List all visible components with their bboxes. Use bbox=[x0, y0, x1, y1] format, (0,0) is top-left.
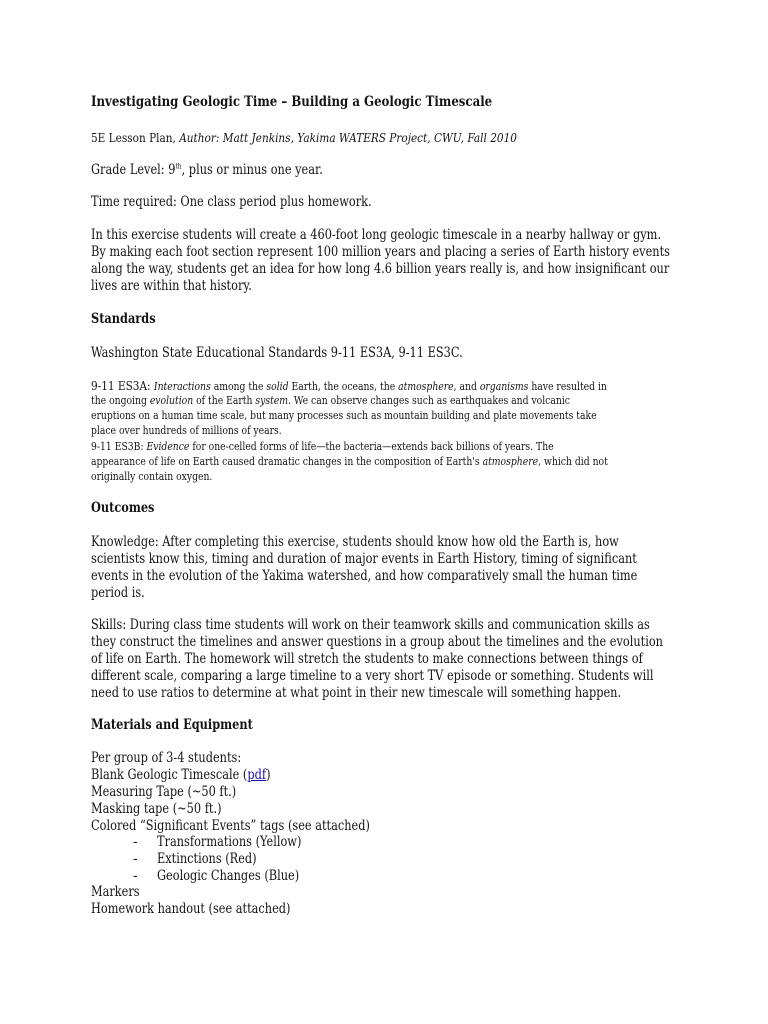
standards-summary: Washington State Educational Standards 9-11 ES3A, 9-11 ES3C. bbox=[91, 345, 463, 361]
intro-line: along the way, students get an idea for how long 4.6 billion years really is, and how insignificant our bbox=[91, 261, 670, 277]
standards-heading: Standards bbox=[91, 311, 156, 327]
intro-line: By making each foot section represent 100 million years and placing a series of Earth history events bbox=[91, 244, 670, 260]
standard-es3b-line: 9-11 ES3B: Evidence for one-celled forms of life—the bacteria—extends back billions of years. The bbox=[91, 440, 554, 453]
byline bbox=[91, 130, 768, 146]
standard-es3b-line: appearance of life on Earth caused dramatic changes in the composition of Earth's atmosphere, which did not bbox=[91, 455, 608, 468]
knowledge-line: period is. bbox=[91, 585, 145, 601]
material-item: Colored “Significant Events” tags (see attached) bbox=[91, 818, 370, 834]
material-item: Homework handout (see attached) bbox=[91, 901, 291, 917]
materials-group: Per group of 3-4 students: bbox=[91, 750, 242, 766]
knowledge-line: Knowledge: After completing this exercise, students should know how old the Earth is, how bbox=[91, 534, 619, 550]
intro-line: In this exercise students will create a 460-foot long geologic timescale in a nearby hallway or gym. bbox=[91, 227, 662, 243]
time-required: Time required: One class period plus homework. bbox=[91, 194, 372, 210]
standard-es3a-line: 9-11 ES3A: Interactions among the solid Earth, the oceans, the atmosphere, and organisms have resulted in bbox=[91, 378, 607, 393]
skills-line: they construct the timelines and answer questions in a group about the timelines and the evolution bbox=[91, 634, 663, 650]
material-item: Markers bbox=[91, 884, 140, 900]
byline-author: Author: Matt Jenkins, Yakima WATERS Project, CWU, Fall 2010 bbox=[179, 130, 517, 145]
knowledge-line: events in the evolution of the Yakima watershed, and how comparatively small the human time bbox=[91, 568, 638, 584]
skills-line: Skills: During class time students will work on their teamwork skills and communication skills as bbox=[91, 617, 650, 633]
pdf-link[interactable]: pdf bbox=[247, 767, 267, 783]
grade-level: Grade Level: 9th, plus or minus one year. bbox=[91, 162, 323, 178]
material-item: Measuring Tape (~50 ft.) bbox=[91, 784, 237, 800]
standard-es3a-line: the ongoing evolution of the Earth system. We can observe changes such as earthquakes and volcanic bbox=[91, 394, 570, 407]
intro-line: lives are within that history. bbox=[91, 278, 252, 294]
material-item: Blank Geologic Timescale (pdf) bbox=[91, 767, 271, 783]
skills-line: need to use ratios to determine at what point in their new timescale will something happen. bbox=[91, 685, 622, 701]
outcomes-heading: Outcomes bbox=[91, 500, 155, 516]
bullet-dash: - bbox=[133, 851, 138, 867]
material-item: Masking tape (~50 ft.) bbox=[91, 801, 222, 817]
byline-prefix: 5E Lesson Plan, bbox=[91, 130, 180, 145]
skills-line: of life on Earth. The homework will stretch the students to make connections between things of bbox=[91, 651, 643, 667]
standard-es3a-line: place over hundreds of millions of years. bbox=[91, 424, 282, 437]
knowledge-line: scientists know this, timing and duration of major events in Earth History, timing of significant bbox=[91, 551, 637, 567]
document-title: Investigating Geologic Time – Building a Geologic Timescale bbox=[91, 94, 493, 110]
bullet-dash: - bbox=[133, 868, 138, 884]
standard-es3a-line: eruptions on a human time scale, but many processes such as mountain building and plate movements take bbox=[91, 409, 597, 422]
bullet-dash: - bbox=[133, 834, 138, 850]
materials-heading: Materials and Equipment bbox=[91, 717, 253, 733]
skills-line: different scale, comparing a large timeline to a very short TV episode or something. Students will bbox=[91, 668, 654, 684]
standard-es3b-line: originally contain oxygen. bbox=[91, 470, 213, 483]
